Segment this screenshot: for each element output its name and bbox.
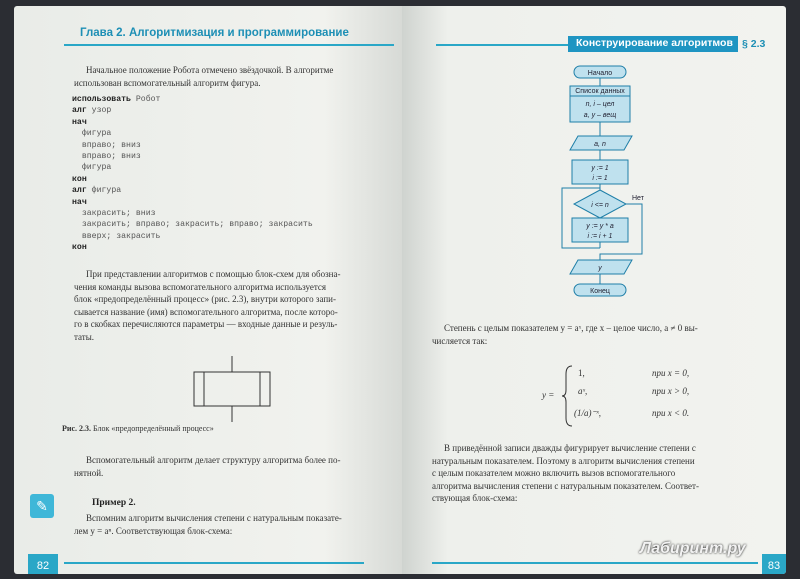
formula-brace (562, 364, 574, 428)
code-line: вверх; закрасить (72, 231, 161, 241)
code-line: использовать Робот (72, 95, 161, 104)
paragraph-power: Степень с целым показателем y = aˣ, где x – целое число, a ≠ 0 вы- числяется так: (432, 323, 698, 346)
footer-line (432, 562, 758, 564)
paragraph-nested-call: В приведённой записи дважды фигурирует вычисление степени с натуральным показателем. Поэтому в алгоритм вычисления степени с целым показателем можно включить вызов вспомогательного алгоритма вычисления степени с натуральным показателем. Соответ- ствующая блок-схема: (432, 443, 699, 504)
code-line: закрасить; вправо; закрасить; вправо; закрасить (72, 220, 313, 230)
section-number: § 2.3 (742, 38, 766, 50)
footer-line (64, 562, 364, 564)
code-line: алг фигура (72, 186, 122, 196)
code-line: нач (72, 197, 87, 207)
flow-body-text1: y := y * a (586, 223, 614, 230)
code-line: вправо; вниз (72, 140, 141, 150)
flow-data-line1: n, i – цел (585, 101, 615, 108)
flow-init-text1: y := 1 (591, 165, 609, 172)
flow-body-text2: i := i + 1 (587, 233, 613, 240)
flow-no-label: Нет (632, 195, 644, 202)
flow-end-text: Конец (590, 288, 610, 295)
chapter-header: Глава 2. Алгоритмизация и программирование (64, 26, 394, 46)
paragraph-example: Вспомним алгоритм вычисления степени с натуральным показате- лем y = aⁿ. Соответствующая блок-схема: (74, 513, 342, 536)
page-number: 82 (28, 554, 58, 574)
flow-data-line2: a, y – вещ (583, 112, 617, 119)
paragraph-structure: Вспомогательный алгоритм делает структуру алгоритма более по- нятной. (74, 455, 341, 478)
code-line: кон (72, 243, 87, 253)
right-page: Конструирование алгоритмов § 2.3 Начало Список данных n, i – цел a, y – вещ a, n y := 1 i := 1 i <= n Нет y := y * a i := i + 1 y Конец Степень с целым показателем y = aˣ, где x – целое число, a ≠ 0 вы- числяется так: y = 1, при x = 0, aˣ, при x > 0, (1/a)⁻ˣ, при x < 0. В приведённой записи дважды фигурирует вычисление степени с натуральным показателем. Поэтому в алгоритм вычисления степени с целым показателем можно включить вызов вспомогательного алгоритма вычисления степени с натуральным показателем. Соответ- ствующая блок-схема: 83 (402, 6, 786, 574)
flow-start-text: Начало (587, 70, 613, 77)
paragraph-flowchart-block: При представлении алгоритмов с помощью блок-схем для обозна- чения команды вызова вспомогательного алгоритма используется блок «предопределённый процесс» (рис. 2.3), внутри которого запи- сывается название (имя) вспомогательного алгоритма, после которо- го в скобках перечисляются параметры — входные данные и резуль- таты. (74, 269, 341, 342)
flowchart (552, 62, 662, 302)
intro-paragraph: Начальное положение Робота отмечено звёздочкой. В алгоритме использован вспомогательный алгоритм фигура. (74, 65, 334, 88)
page-number: 83 (762, 554, 786, 574)
code-line: вправо; вниз (72, 152, 141, 162)
code-line: закрасить; вниз (72, 209, 156, 219)
pencil-icon: ✎ (30, 494, 54, 518)
code-line: фигура (72, 163, 112, 173)
watermark-logo: Лабиринт.ру (640, 540, 746, 557)
code-line: нач (72, 117, 87, 127)
code-line: алг узор (72, 106, 112, 116)
flow-init-text2: i := 1 (592, 175, 608, 182)
predefined-process-figure (184, 356, 284, 426)
figure-caption: Рис. 2.3. Блок «предопределённый процесс» (62, 424, 214, 433)
code-listing (72, 94, 313, 254)
flow-input-text: a, n (594, 141, 606, 148)
flow-cond-text: i <= n (591, 202, 609, 209)
left-page (14, 6, 402, 574)
flow-data-title: Список данных (575, 88, 625, 95)
section-header: Конструирование алгоритмов (568, 36, 738, 52)
example-title: Пример 2. (92, 498, 136, 508)
flow-output-text: y (598, 265, 602, 272)
code-line: фигура (72, 129, 112, 139)
code-line: кон (72, 174, 87, 184)
